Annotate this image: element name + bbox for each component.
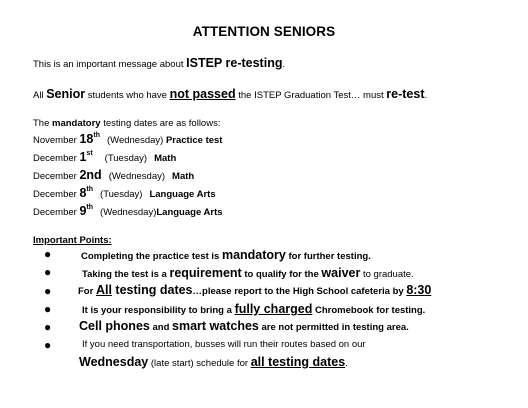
dates-intro-mandatory: mandatory [52, 118, 101, 129]
date-row [33, 187, 216, 200]
point-part: to graduate. [360, 269, 414, 280]
bullet-icon: ● [44, 302, 52, 316]
point-emphasis: testing dates [111, 283, 193, 297]
point-part: It is your responsibility to bring a [82, 305, 235, 316]
date-weekday: (Wednesday) [108, 171, 166, 182]
notice-text-1: All [33, 90, 47, 101]
point-emphasis: All [95, 283, 112, 297]
point-part: are not permitted in testing area. [258, 322, 409, 333]
bullet-icon: ● [44, 265, 52, 279]
notice-line [33, 88, 427, 101]
date-weekday: (Tuesday) [104, 153, 148, 164]
notice-senior: Senior [46, 87, 86, 101]
date-suffix: st [86, 150, 93, 157]
point-text [82, 303, 425, 316]
point-part: to qualify for the [241, 269, 322, 280]
date-day: 2nd [79, 168, 102, 182]
date-month: December [33, 189, 80, 200]
point-text [79, 320, 409, 333]
date-row [33, 169, 194, 182]
bullet-icon: ● [44, 247, 52, 261]
date-weekday: (Wednesday) [100, 207, 157, 218]
point-emphasis: waiver [321, 266, 361, 280]
date-row [33, 133, 222, 146]
dates-intro-after: testing dates are as follows: [100, 118, 221, 129]
date-subject: Language Arts [156, 207, 223, 218]
point-emphasis: Cell phones [79, 319, 150, 333]
date-month: December [33, 153, 80, 164]
date-day: 18 [79, 132, 94, 146]
intro-end: . [282, 59, 286, 70]
point-part: Completing the practice test is [81, 251, 222, 262]
point-part: for further testing. [285, 251, 371, 262]
point-text [82, 267, 414, 280]
date-weekday: (Tuesday) [100, 189, 143, 200]
notice-retest: re-test [386, 87, 425, 101]
date-month: December [33, 207, 80, 218]
bullet-icon: ● [44, 284, 52, 298]
date-day: 1 [79, 150, 87, 164]
date-suffix: th [86, 204, 94, 211]
point-part: (late start) schedule for [148, 358, 251, 369]
point-part: Taking the test is a [82, 269, 170, 280]
date-subject: Language Arts [149, 189, 216, 200]
point-text: If you need transportation, busses will run their routes based on our [82, 339, 366, 350]
notice-text-4: . [424, 90, 428, 101]
date-day: 9 [79, 204, 87, 218]
dates-intro-line [33, 119, 220, 129]
point-emphasis: 8:30 [406, 283, 432, 297]
point-continuation [79, 355, 348, 369]
notice-text-3: the ISTEP Graduation Test… must [235, 90, 387, 101]
date-month: November [33, 135, 80, 146]
date-month: December [33, 171, 80, 182]
bullet-icon: ● [44, 338, 52, 352]
date-subject: Math [172, 171, 195, 182]
point-emphasis: Wednesday [79, 355, 149, 369]
date-suffix: th [93, 132, 100, 139]
date-row [33, 151, 176, 164]
point-part: …please report to the High School cafeteria by [192, 286, 407, 297]
point-emphasis: requirement [169, 266, 242, 280]
dates-intro-before: The [33, 118, 53, 129]
page-title: ATTENTION SENIORS [192, 24, 336, 39]
bullet-icon: ● [44, 320, 52, 334]
notice-text-2: students who have [85, 90, 170, 101]
point-part: Chromebook for testing. [312, 305, 426, 316]
point-emphasis: all testing dates [250, 355, 346, 369]
date-subject: Practice test [165, 135, 223, 146]
point-part: and [149, 322, 173, 333]
point-text [78, 284, 431, 297]
point-part: For [78, 286, 96, 297]
date-row [33, 205, 223, 218]
date-day: 8 [79, 186, 87, 200]
intro-line [33, 57, 285, 70]
point-part: . [345, 358, 348, 369]
notice-not-passed: not passed [169, 87, 236, 101]
intro-emphasis: ISTEP re-testing [186, 56, 283, 70]
point-text [81, 249, 371, 262]
date-weekday: (Wednesday) [106, 135, 164, 146]
date-subject: Math [154, 153, 177, 164]
important-points-heading: Important Points: [33, 235, 112, 246]
intro-text: This is an important message about [33, 59, 187, 70]
point-emphasis: smart watches [172, 319, 259, 333]
date-suffix: th [86, 186, 94, 193]
point-emphasis: mandatory [221, 248, 286, 262]
point-emphasis: fully charged [234, 302, 313, 316]
